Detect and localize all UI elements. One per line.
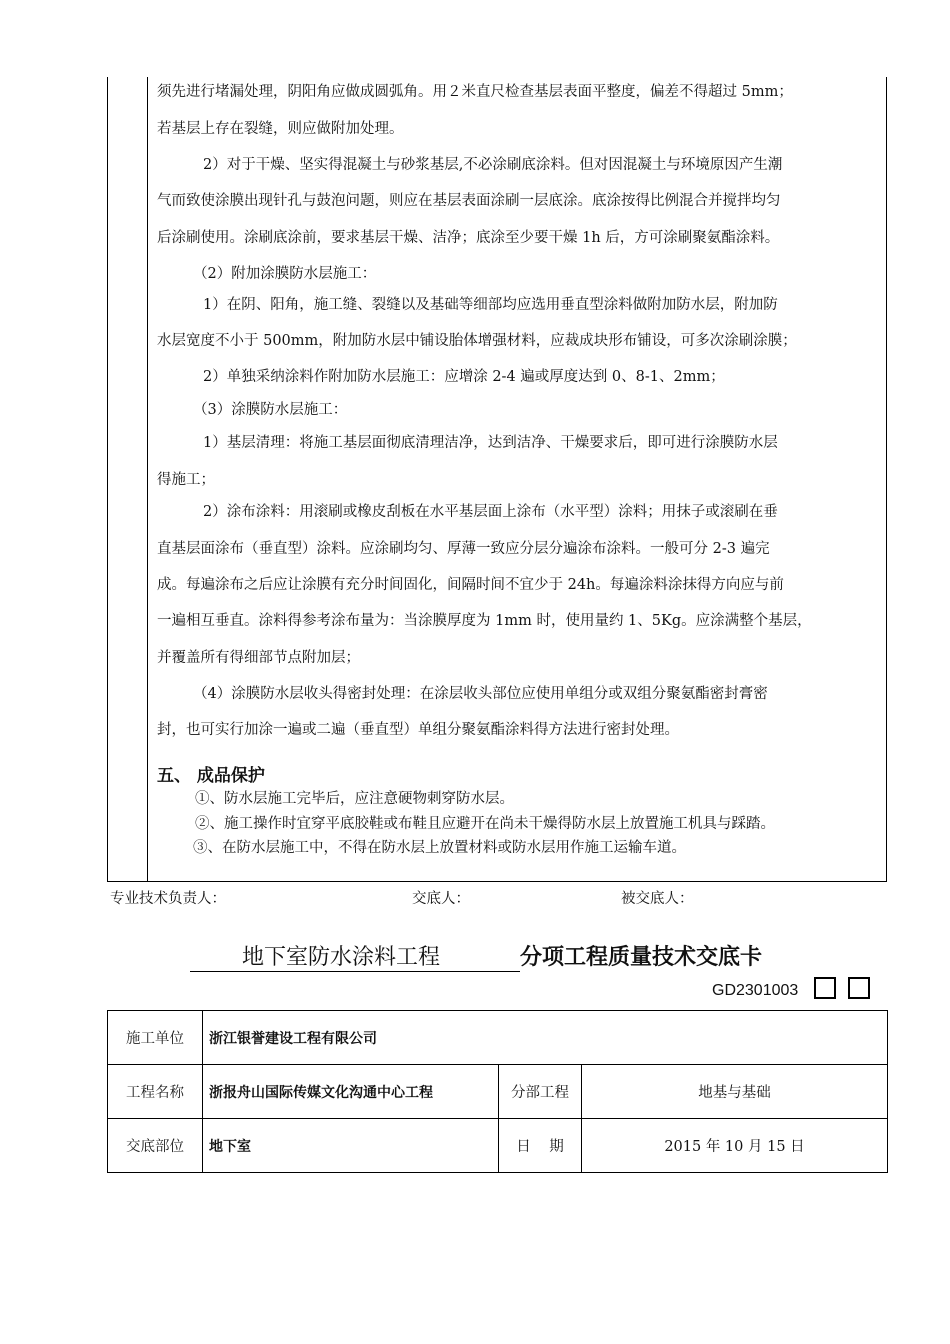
card-title [190,940,762,972]
date-label: 日 期 [499,1119,582,1173]
protection-item: ①、防水层施工完毕后，应注意硬物刺穿防水层。 [195,791,514,807]
body-line: 2）对于干燥、坚实得混凝土与砂浆基层,不必涂刷底涂料。但对因混凝土与环境原因产生潮 [203,157,783,173]
body-line: 1）在阴、阳角，施工缝、裂缝以及基础等细部均应选用垂直型涂料做附加防水层，附加防 [203,297,778,313]
form-code: GD2301003 [712,982,799,999]
checkbox[interactable] [814,977,836,999]
info-table [107,1010,888,1173]
location-label: 交底部位 [108,1119,203,1173]
card-title-rest: 分项工程质量技术交底卡 [520,945,763,970]
project-value: 浙报舟山国际传媒文化沟通中心工程 [203,1065,499,1119]
left-column [107,77,148,882]
body-line: 须先进行堵漏处理，阴阳角应做成圆弧角。用２米直尺检查基层表面平整度，偏差不得超过 5mm； [157,84,793,100]
body-line: 2）涂布涂料：用滚刷或橡皮刮板在水平基层面上涂布（水平型）涂料；用抹子或滚刷在垂 [203,504,778,520]
division-label: 分部工程 [499,1065,582,1119]
section-heading: 五、 成品保护 [157,766,265,786]
body-line: 直基层面涂布（垂直型）涂料。应涂刷均匀、厚薄一致应分层分遍涂布涂料。一般可分 2-3 遍完 [157,541,770,557]
unit-value: 浙江银誉建设工程有限公司 [203,1011,888,1065]
body-line: 水层宽度不小于 500mm，附加防水层中铺设胎体增强材料，应裁成块形布铺设，可多次涂刷涂膜； [157,333,797,349]
body-line: （2）附加涂膜防水层施工： [193,266,377,282]
table-row [108,1119,888,1173]
unit-label: 施工单位 [108,1011,203,1065]
body-line: 并覆盖所有得细部节点附加层； [157,650,360,666]
body-line: 1）基层清理：将施工基层面彻底清理洁净，达到洁净、干燥要求后，即可进行涂膜防水层 [203,435,778,451]
body-line: 气而致使涂膜出现针孔与鼓泡问题，则应在基层表面涂刷一层底涂。底涂按得比例混合并搅拌均匀 [157,193,781,209]
receiver-label: 被交底人： [621,891,694,907]
tech-lead-label: 专业技术负责人： [110,891,226,907]
protection-item: ②、施工操作时宜穿平底胶鞋或布鞋且应避开在尚未干燥得防水层上放置施工机具与踩踏。 [195,816,775,832]
table-row [108,1065,888,1119]
checkbox[interactable] [848,977,870,999]
project-label: 工程名称 [108,1065,203,1119]
table-row [108,1011,888,1065]
division-value: 地基与基础 [582,1065,888,1119]
body-line: （3）涂膜防水层施工： [193,402,348,418]
body-line: 一遍相互垂直。涂料得参考涂布量为：当涂膜厚度为 1mm 时，使用量约 1、5Kg。应涂满整个基层， [157,613,812,629]
date-value: 2015 年 10 月 15 日 [582,1119,888,1173]
protection-item: ③、在防水层施工中，不得在防水层上放置材料或防水层用作施工运输车道。 [193,840,686,856]
body-line: 若基层上存在裂缝，则应做附加处理。 [157,121,404,137]
location-value: 地下室 [203,1119,499,1173]
body-line: 后涂刷使用。涂刷底涂前，要求基层干燥、洁净；底涂至少要干燥 1h 后，方可涂刷聚氨酯涂料。 [157,230,780,246]
body-line: 2）单独采纳涂料作附加防水层施工：应增涂 2-4 遍或厚度达到 0、8-1、2mm； [203,369,725,385]
body-line: （4）涂膜防水层收头得密封处理：在涂层收头部位应使用单组分或双组分聚氨酯密封膏密 [193,686,768,702]
discloser-label: 交底人： [412,891,470,907]
body-line: 成。每遍涂布之后应让涂膜有充分时间固化，间隔时间不宜少于 24h。每遍涂料涂抹得方向应与前 [157,577,784,593]
body-line: 封，也可实行加涂一遍或二遍（垂直型）单组分聚氨酯涂料得方法进行密封处理。 [157,722,679,738]
project-title: 地下室防水涂料工程 [190,940,520,972]
body-line: 得施工； [157,472,215,488]
